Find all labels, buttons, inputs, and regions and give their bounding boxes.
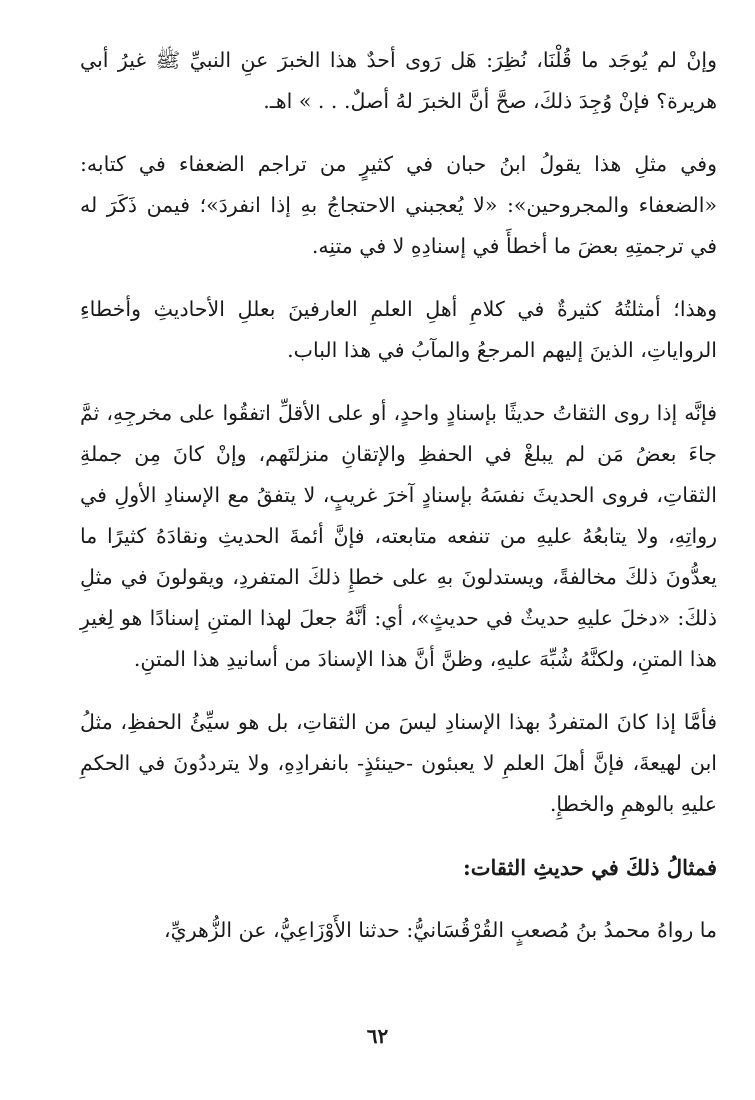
paragraph-6: ما رواهُ محمدُ بنُ مُصعبٍ القُرْقُسَانيُّ: حدثنا الأَوْزَاعِيُّ، عن الزُّهريِّ،	[164, 918, 717, 942]
paragraph-gap	[80, 371, 717, 393]
paragraph-gap	[80, 122, 717, 144]
paragraph-4: فإنَّه إذا روى الثقاتُ حديثًا بإسنادٍ واحدٍ، أو على الأقلِّ اتفقُوا على مخرجِهِ، ثمَّ جاءَ بعضُ مَن لم يبلغْ في الحفظِ والإتقانِ منزلتَهم، وإنْ كانَ مِن جملةِ الثقاتِ، فروى الحديثَ نفسَهُ بإسنادٍ آخرَ غريبٍ، لا يتفقُ مع الإسنادِ الأولِ في رواتِهِ، ولا يتابعُهُ عليهِ من تنفعه متابعته، فإنَّ أئمةَ الحديثِ ونقادَهُ كثيرًا ما يعدُّونَ ذلكَ مخالفةً، ويستدلونَ بهِ على خطإِ ذلكَ المتفردِ، ويقولونَ في مثلِ ذلكَ: «دخلَ عليهِ حديثٌ في حديثٍ»، أي: أنَّهُ جعلَ لهذا المتنِ إسنادًا هو لِغيرِ هذا المتنِ، ولكنَّهُ شُبِّهَ عليهِ، وظنَّ أنَّ هذا الإسنادَ من أسانيدِ هذا المتنِ.	[80, 401, 717, 671]
paragraph-gap	[80, 888, 717, 910]
page-body	[80, 40, 717, 951]
paragraph-1: وإنْ لم يُوجَد ما قُلْنَا، نُظِرَ: هَل رَوى أحدٌ هذا الخبرَ عنِ النبيِّ ﷺ غيرُ أبي هريرة؟ فإنْ وُجِدَ ذلكَ، صحَّ أنَّ الخبرَ لهُ أصلٌ. . . » اهـ.	[80, 48, 717, 113]
page-number: ٦٢	[366, 1024, 389, 1048]
paragraph-gap	[80, 680, 717, 702]
paragraph-gap	[80, 825, 717, 847]
section-heading: فمثالُ ذلكَ في حديثِ الثقات:	[463, 855, 717, 880]
paragraph-5: فأمَّا إذا كانَ المتفردُ بهذا الإسنادِ ليسَ من الثقاتِ، بل هو سيِّئُ الحفظِ، مثلُ ابن لهيعةَ، فإنَّ أهلَ العلمِ لا يعبئون -حينئذٍ- بانفرادِهِ، ولا يترددُونَ في الحكمِ عليهِ بالوهمِ والخطإِ.	[80, 710, 717, 816]
paragraph-2: وفي مثلِ هذا يقولُ ابنُ حبان في كثيرٍ من تراجم الضعفاء في كتابه: «الضعفاء والمجروحين»: «لا يُعجبني الاحتجاجُ بهِ إذا انفردَ»؛ فيمن ذَكَرَ له في ترجمتِهِ بعضَ ما أخطأَ في إسنادِهِ لا في متنِه.	[80, 152, 717, 258]
paragraph-gap	[80, 267, 717, 289]
paragraph-3: وهذا؛ أمثلتُهُ كثيرةٌ في كلامِ أهلِ العلمِ العارفينَ بعللِ الأحاديثِ وأخطاءِ الرواياتِ، الذينَ إليهم المرجعُ والمآبُ في هذا الباب.	[80, 297, 717, 362]
